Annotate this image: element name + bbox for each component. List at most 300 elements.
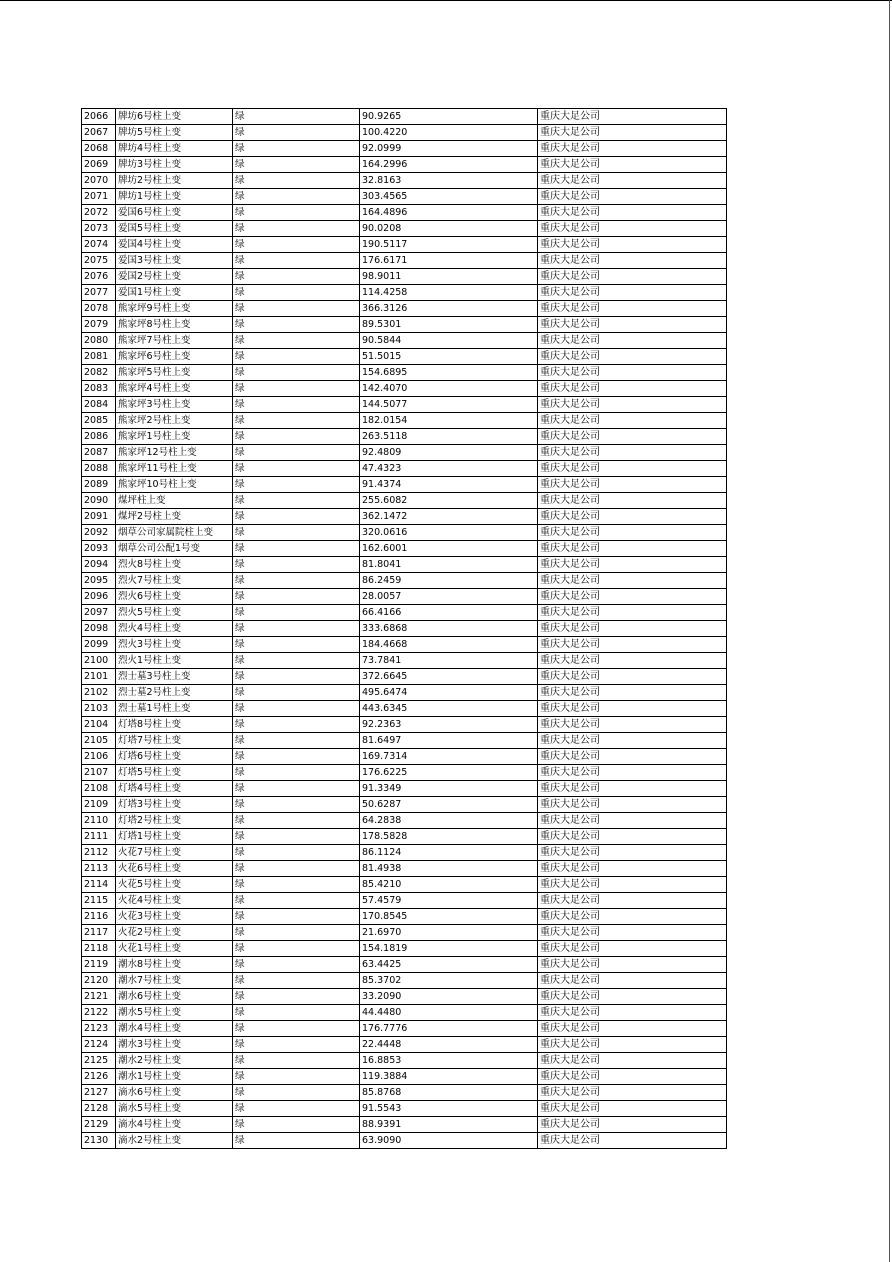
transformer-name-cell: 灯塔6号柱上变: [116, 749, 233, 765]
company-cell: 重庆大足公司: [538, 477, 727, 493]
transformer-name-cell: 煤坪柱上变: [116, 493, 233, 509]
table-row: [82, 493, 727, 509]
row-id-cell: 2070: [82, 173, 116, 189]
table-row: [82, 637, 727, 653]
status-cell: 绿: [233, 557, 360, 573]
row-id-cell: 2074: [82, 237, 116, 253]
company-cell: 重庆大足公司: [538, 941, 727, 957]
company-cell: 重庆大足公司: [538, 333, 727, 349]
transformer-name-cell: 潮水5号柱上变: [116, 1005, 233, 1021]
row-id-cell: 2085: [82, 413, 116, 429]
row-id-cell: 2114: [82, 877, 116, 893]
row-id-cell: 2108: [82, 781, 116, 797]
transformer-name-cell: 牌坊6号柱上变: [116, 109, 233, 125]
transformer-name-cell: 潮水4号柱上变: [116, 1021, 233, 1037]
status-cell: 绿: [233, 381, 360, 397]
status-cell: 绿: [233, 573, 360, 589]
table-row: [82, 653, 727, 669]
value-cell: 92.4809: [360, 445, 538, 461]
table-row: [82, 413, 727, 429]
value-cell: 51.5015: [360, 349, 538, 365]
company-cell: 重庆大足公司: [538, 717, 727, 733]
row-id-cell: 2069: [82, 157, 116, 173]
company-cell: 重庆大足公司: [538, 1021, 727, 1037]
status-cell: 绿: [233, 1069, 360, 1085]
status-cell: 绿: [233, 285, 360, 301]
row-id-cell: 2122: [82, 1005, 116, 1021]
value-cell: 47.4323: [360, 461, 538, 477]
transformer-name-cell: 牌坊2号柱上变: [116, 173, 233, 189]
transformer-name-cell: 烈火6号柱上变: [116, 589, 233, 605]
table-row: [82, 237, 727, 253]
value-cell: 85.4210: [360, 877, 538, 893]
status-cell: 绿: [233, 877, 360, 893]
row-id-cell: 2086: [82, 429, 116, 445]
value-cell: 32.8163: [360, 173, 538, 189]
value-cell: 57.4579: [360, 893, 538, 909]
company-cell: 重庆大足公司: [538, 269, 727, 285]
value-cell: 21.6970: [360, 925, 538, 941]
table-row: [82, 861, 727, 877]
table-row: [82, 541, 727, 557]
company-cell: 重庆大足公司: [538, 781, 727, 797]
transformer-name-cell: 熊家坪8号柱上变: [116, 317, 233, 333]
table-row: [82, 909, 727, 925]
row-id-cell: 2072: [82, 205, 116, 221]
value-cell: 63.9090: [360, 1133, 538, 1149]
company-cell: 重庆大足公司: [538, 589, 727, 605]
value-cell: 190.5117: [360, 237, 538, 253]
transformer-name-cell: 潮水2号柱上变: [116, 1053, 233, 1069]
status-cell: 绿: [233, 957, 360, 973]
status-cell: 绿: [233, 1085, 360, 1101]
transformer-name-cell: 灯塔3号柱上变: [116, 797, 233, 813]
value-cell: 362.1472: [360, 509, 538, 525]
transformer-name-cell: 潮水1号柱上变: [116, 1069, 233, 1085]
value-cell: 81.6497: [360, 733, 538, 749]
transformer-name-cell: 滴水5号柱上变: [116, 1101, 233, 1117]
value-cell: 88.9391: [360, 1117, 538, 1133]
row-id-cell: 2121: [82, 989, 116, 1005]
value-cell: 64.2838: [360, 813, 538, 829]
status-cell: 绿: [233, 893, 360, 909]
table-row: [82, 557, 727, 573]
transformer-name-cell: 火花2号柱上变: [116, 925, 233, 941]
table-row: [82, 205, 727, 221]
row-id-cell: 2111: [82, 829, 116, 845]
row-id-cell: 2107: [82, 765, 116, 781]
status-cell: 绿: [233, 701, 360, 717]
transformer-name-cell: 牌坊4号柱上变: [116, 141, 233, 157]
row-id-cell: 2080: [82, 333, 116, 349]
value-cell: 184.4668: [360, 637, 538, 653]
transformer-name-cell: 烈火1号柱上变: [116, 653, 233, 669]
value-cell: 366.3126: [360, 301, 538, 317]
transformer-name-cell: 火花1号柱上变: [116, 941, 233, 957]
company-cell: 重庆大足公司: [538, 797, 727, 813]
transformer-name-cell: 潮水8号柱上变: [116, 957, 233, 973]
row-id-cell: 2115: [82, 893, 116, 909]
row-id-cell: 2104: [82, 717, 116, 733]
value-cell: 85.8768: [360, 1085, 538, 1101]
value-cell: 142.4070: [360, 381, 538, 397]
table-row: [82, 461, 727, 477]
transformer-name-cell: 熊家坪12号柱上变: [116, 445, 233, 461]
row-id-cell: 2077: [82, 285, 116, 301]
transformer-name-cell: 滴水2号柱上变: [116, 1133, 233, 1149]
row-id-cell: 2094: [82, 557, 116, 573]
status-cell: 绿: [233, 605, 360, 621]
company-cell: 重庆大足公司: [538, 349, 727, 365]
transformer-name-cell: 烈士墓1号柱上变: [116, 701, 233, 717]
table-row: [82, 973, 727, 989]
table-row: [82, 669, 727, 685]
status-cell: 绿: [233, 541, 360, 557]
table-row: [82, 605, 727, 621]
transformer-name-cell: 灯塔8号柱上变: [116, 717, 233, 733]
row-id-cell: 2096: [82, 589, 116, 605]
value-cell: 170.8545: [360, 909, 538, 925]
status-cell: 绿: [233, 941, 360, 957]
status-cell: 绿: [233, 1021, 360, 1037]
table-row: [82, 813, 727, 829]
value-cell: 86.2459: [360, 573, 538, 589]
company-cell: 重庆大足公司: [538, 365, 727, 381]
transformer-name-cell: 灯塔4号柱上变: [116, 781, 233, 797]
row-id-cell: 2098: [82, 621, 116, 637]
company-cell: 重庆大足公司: [538, 669, 727, 685]
table-row: [82, 141, 727, 157]
value-cell: 144.5077: [360, 397, 538, 413]
status-cell: 绿: [233, 253, 360, 269]
status-cell: 绿: [233, 669, 360, 685]
status-cell: 绿: [233, 845, 360, 861]
company-cell: 重庆大足公司: [538, 637, 727, 653]
company-cell: 重庆大足公司: [538, 1117, 727, 1133]
company-cell: 重庆大足公司: [538, 813, 727, 829]
transformer-name-cell: 烟草公司家属院柱上变: [116, 525, 233, 541]
table-body: [82, 109, 727, 1149]
row-id-cell: 2082: [82, 365, 116, 381]
company-cell: 重庆大足公司: [538, 957, 727, 973]
row-id-cell: 2071: [82, 189, 116, 205]
transformer-name-cell: 熊家坪5号柱上变: [116, 365, 233, 381]
transformer-name-cell: 烈士墓2号柱上变: [116, 685, 233, 701]
table-row: [82, 189, 727, 205]
table-row: [82, 525, 727, 541]
company-cell: 重庆大足公司: [538, 1053, 727, 1069]
company-cell: 重庆大足公司: [538, 301, 727, 317]
company-cell: 重庆大足公司: [538, 733, 727, 749]
status-cell: 绿: [233, 157, 360, 173]
row-id-cell: 2109: [82, 797, 116, 813]
transformer-name-cell: 爱国2号柱上变: [116, 269, 233, 285]
value-cell: 119.3884: [360, 1069, 538, 1085]
value-cell: 44.4480: [360, 1005, 538, 1021]
company-cell: 重庆大足公司: [538, 557, 727, 573]
table-row: [82, 125, 727, 141]
table-row: [82, 509, 727, 525]
value-cell: 495.6474: [360, 685, 538, 701]
page-top-border: [0, 0, 892, 1]
value-cell: 50.6287: [360, 797, 538, 813]
company-cell: 重庆大足公司: [538, 445, 727, 461]
value-cell: 16.8853: [360, 1053, 538, 1069]
company-cell: 重庆大足公司: [538, 1101, 727, 1117]
value-cell: 81.8041: [360, 557, 538, 573]
table-row: [82, 685, 727, 701]
table-row: [82, 877, 727, 893]
value-cell: 89.5301: [360, 317, 538, 333]
transformer-name-cell: 爱国5号柱上变: [116, 221, 233, 237]
row-id-cell: 2124: [82, 1037, 116, 1053]
status-cell: 绿: [233, 445, 360, 461]
value-cell: 63.4425: [360, 957, 538, 973]
value-cell: 73.7841: [360, 653, 538, 669]
company-cell: 重庆大足公司: [538, 509, 727, 525]
company-cell: 重庆大足公司: [538, 989, 727, 1005]
table-row: [82, 589, 727, 605]
status-cell: 绿: [233, 301, 360, 317]
company-cell: 重庆大足公司: [538, 621, 727, 637]
transformer-name-cell: 牌坊3号柱上变: [116, 157, 233, 173]
row-id-cell: 2066: [82, 109, 116, 125]
row-id-cell: 2102: [82, 685, 116, 701]
value-cell: 154.6895: [360, 365, 538, 381]
company-cell: 重庆大足公司: [538, 237, 727, 253]
company-cell: 重庆大足公司: [538, 493, 727, 509]
value-cell: 28.0057: [360, 589, 538, 605]
company-cell: 重庆大足公司: [538, 109, 727, 125]
transformer-name-cell: 灯塔1号柱上变: [116, 829, 233, 845]
company-cell: 重庆大足公司: [538, 221, 727, 237]
company-cell: 重庆大足公司: [538, 317, 727, 333]
company-cell: 重庆大足公司: [538, 1005, 727, 1021]
transformer-name-cell: 熊家坪10号柱上变: [116, 477, 233, 493]
value-cell: 91.4374: [360, 477, 538, 493]
status-cell: 绿: [233, 749, 360, 765]
row-id-cell: 2106: [82, 749, 116, 765]
transformer-name-cell: 烈火4号柱上变: [116, 621, 233, 637]
table-row: [82, 733, 727, 749]
row-id-cell: 2089: [82, 477, 116, 493]
row-id-cell: 2103: [82, 701, 116, 717]
company-cell: 重庆大足公司: [538, 189, 727, 205]
company-cell: 重庆大足公司: [538, 381, 727, 397]
row-id-cell: 2113: [82, 861, 116, 877]
value-cell: 182.0154: [360, 413, 538, 429]
table-row: [82, 573, 727, 589]
table-row: [82, 893, 727, 909]
transformer-name-cell: 火花7号柱上变: [116, 845, 233, 861]
table-row: [82, 221, 727, 237]
row-id-cell: 2101: [82, 669, 116, 685]
company-cell: 重庆大足公司: [538, 701, 727, 717]
company-cell: 重庆大足公司: [538, 1085, 727, 1101]
status-cell: 绿: [233, 765, 360, 781]
status-cell: 绿: [233, 621, 360, 637]
table-row: [82, 397, 727, 413]
row-id-cell: 2129: [82, 1117, 116, 1133]
table-row: [82, 1021, 727, 1037]
transformer-name-cell: 熊家坪2号柱上变: [116, 413, 233, 429]
value-cell: 178.5828: [360, 829, 538, 845]
status-cell: 绿: [233, 269, 360, 285]
table-row: [82, 989, 727, 1005]
transformer-name-cell: 潮水6号柱上变: [116, 989, 233, 1005]
table-row: [82, 829, 727, 845]
table-row: [82, 717, 727, 733]
value-cell: 33.2090: [360, 989, 538, 1005]
value-cell: 443.6345: [360, 701, 538, 717]
row-id-cell: 2084: [82, 397, 116, 413]
transformer-name-cell: 灯塔5号柱上变: [116, 765, 233, 781]
transformer-name-cell: 灯塔7号柱上变: [116, 733, 233, 749]
company-cell: 重庆大足公司: [538, 877, 727, 893]
company-cell: 重庆大足公司: [538, 845, 727, 861]
row-id-cell: 2100: [82, 653, 116, 669]
row-id-cell: 2088: [82, 461, 116, 477]
company-cell: 重庆大足公司: [538, 173, 727, 189]
status-cell: 绿: [233, 221, 360, 237]
table-row: [82, 749, 727, 765]
row-id-cell: 2067: [82, 125, 116, 141]
transformer-name-cell: 火花4号柱上变: [116, 893, 233, 909]
company-cell: 重庆大足公司: [538, 909, 727, 925]
status-cell: 绿: [233, 637, 360, 653]
status-cell: 绿: [233, 317, 360, 333]
transformer-name-cell: 烈火3号柱上变: [116, 637, 233, 653]
table-row: [82, 477, 727, 493]
company-cell: 重庆大足公司: [538, 1133, 727, 1149]
row-id-cell: 2076: [82, 269, 116, 285]
value-cell: 90.9265: [360, 109, 538, 125]
table-row: [82, 429, 727, 445]
row-id-cell: 2112: [82, 845, 116, 861]
value-cell: 92.2363: [360, 717, 538, 733]
value-cell: 98.9011: [360, 269, 538, 285]
row-id-cell: 2083: [82, 381, 116, 397]
value-cell: 263.5118: [360, 429, 538, 445]
table-row: [82, 381, 727, 397]
status-cell: 绿: [233, 1005, 360, 1021]
transformer-name-cell: 潮水3号柱上变: [116, 1037, 233, 1053]
row-id-cell: 2105: [82, 733, 116, 749]
value-cell: 164.4896: [360, 205, 538, 221]
transformer-name-cell: 烈火8号柱上变: [116, 557, 233, 573]
row-id-cell: 2091: [82, 509, 116, 525]
table-row: [82, 253, 727, 269]
status-cell: 绿: [233, 813, 360, 829]
transformer-name-cell: 爱国4号柱上变: [116, 237, 233, 253]
row-id-cell: 2116: [82, 909, 116, 925]
transformer-name-cell: 滴水4号柱上变: [116, 1117, 233, 1133]
status-cell: 绿: [233, 477, 360, 493]
value-cell: 164.2996: [360, 157, 538, 173]
transformer-name-cell: 牌坊5号柱上变: [116, 125, 233, 141]
status-cell: 绿: [233, 925, 360, 941]
value-cell: 372.6645: [360, 669, 538, 685]
company-cell: 重庆大足公司: [538, 461, 727, 477]
status-cell: 绿: [233, 973, 360, 989]
table-row: [82, 845, 727, 861]
company-cell: 重庆大足公司: [538, 541, 727, 557]
value-cell: 176.6171: [360, 253, 538, 269]
row-id-cell: 2068: [82, 141, 116, 157]
transformer-name-cell: 熊家坪6号柱上变: [116, 349, 233, 365]
status-cell: 绿: [233, 525, 360, 541]
status-cell: 绿: [233, 493, 360, 509]
row-id-cell: 2117: [82, 925, 116, 941]
value-cell: 81.4938: [360, 861, 538, 877]
status-cell: 绿: [233, 589, 360, 605]
company-cell: 重庆大足公司: [538, 397, 727, 413]
value-cell: 91.3349: [360, 781, 538, 797]
table-row: [82, 301, 727, 317]
row-id-cell: 2073: [82, 221, 116, 237]
status-cell: 绿: [233, 1117, 360, 1133]
row-id-cell: 2099: [82, 637, 116, 653]
status-cell: 绿: [233, 685, 360, 701]
row-id-cell: 2095: [82, 573, 116, 589]
company-cell: 重庆大足公司: [538, 749, 727, 765]
status-cell: 绿: [233, 909, 360, 925]
row-id-cell: 2110: [82, 813, 116, 829]
row-id-cell: 2093: [82, 541, 116, 557]
transformer-name-cell: 滴水6号柱上变: [116, 1085, 233, 1101]
row-id-cell: 2090: [82, 493, 116, 509]
transformer-name-cell: 烈火7号柱上变: [116, 573, 233, 589]
table-row: [82, 349, 727, 365]
company-cell: 重庆大足公司: [538, 205, 727, 221]
table-row: [82, 765, 727, 781]
row-id-cell: 2127: [82, 1085, 116, 1101]
row-id-cell: 2128: [82, 1101, 116, 1117]
table-row: [82, 1133, 727, 1149]
company-cell: 重庆大足公司: [538, 1069, 727, 1085]
table-row: [82, 941, 727, 957]
table-row: [82, 1005, 727, 1021]
transformer-name-cell: 烈士墓3号柱上变: [116, 669, 233, 685]
status-cell: 绿: [233, 829, 360, 845]
value-cell: 333.6868: [360, 621, 538, 637]
value-cell: 176.7776: [360, 1021, 538, 1037]
value-cell: 320.0616: [360, 525, 538, 541]
company-cell: 重庆大足公司: [538, 125, 727, 141]
table-row: [82, 445, 727, 461]
transformer-name-cell: 火花6号柱上变: [116, 861, 233, 877]
table-row: [82, 957, 727, 973]
status-cell: 绿: [233, 1037, 360, 1053]
table-row: [82, 925, 727, 941]
table-row: [82, 1117, 727, 1133]
status-cell: 绿: [233, 189, 360, 205]
transformer-name-cell: 潮水7号柱上变: [116, 973, 233, 989]
company-cell: 重庆大足公司: [538, 653, 727, 669]
row-id-cell: 2118: [82, 941, 116, 957]
company-cell: 重庆大足公司: [538, 861, 727, 877]
transformer-name-cell: 烟草公司公配1号变: [116, 541, 233, 557]
row-id-cell: 2087: [82, 445, 116, 461]
status-cell: 绿: [233, 1101, 360, 1117]
status-cell: 绿: [233, 141, 360, 157]
table-row: [82, 269, 727, 285]
table-row: [82, 1085, 727, 1101]
row-id-cell: 2120: [82, 973, 116, 989]
status-cell: 绿: [233, 509, 360, 525]
table-row: [82, 365, 727, 381]
value-cell: 22.4448: [360, 1037, 538, 1053]
